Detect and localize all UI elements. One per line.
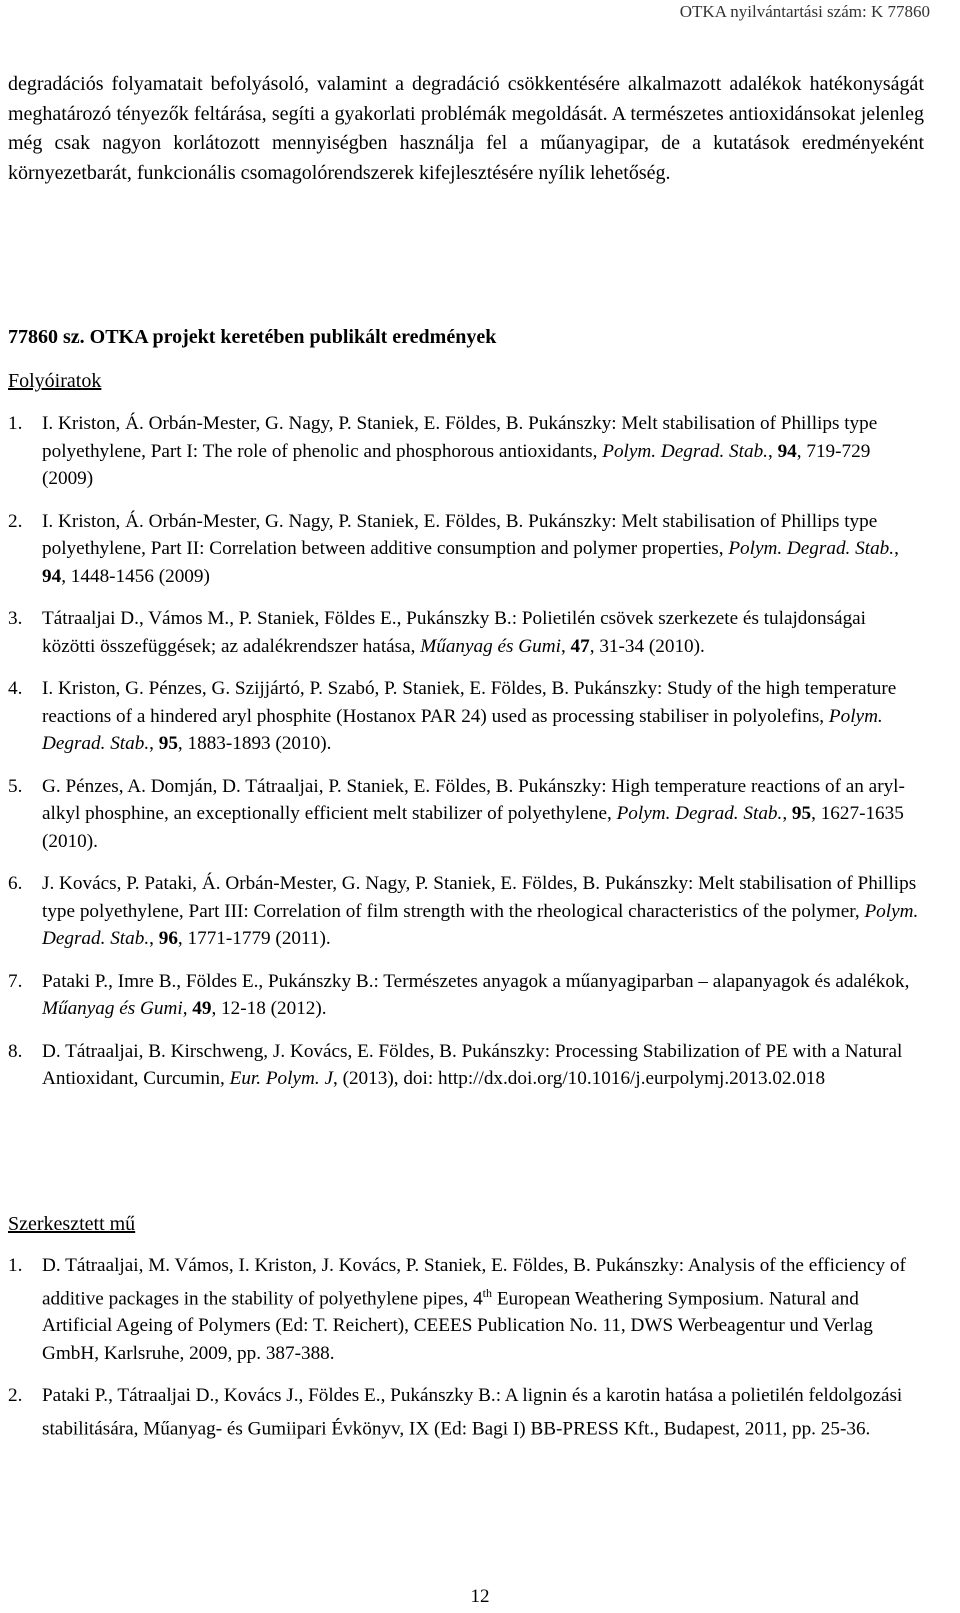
edited-item [8,1252,924,1367]
item-journal: Polym. Degrad. Stab. [42,705,883,754]
item-journal: Polym. Degrad. Stab. [728,538,895,559]
item-authors: I. Kriston, Á. Orbán-Mester, G. Nagy, P. Staniek, E. Földes, B. Pukánszky: [42,413,622,434]
item-pages-year: , 1771-1779 (2011). [177,928,331,949]
item-journal: Műanyag és Gumi [420,635,561,657]
item-text: Pataki P., Tátraaljai D., Kovács J., Földes E., Pukánszky B.: A lignin és a karotin hatása a polietilén feldolgozási stabilitására, Műanyag- és Gumiipari Évkönyv, IX (Ed: Bagi I) BB-PRESS Kft., Budapest, 2011, pp. 25-36. [42,1385,903,1440]
item-title: High temperature reactions of an aryl-alkyl phosphine, an exceptionally efficient melt stabilizer of polyethylene, [42,775,905,824]
item-volume: 47 [570,635,590,657]
item-authors: J. Kovács, P. Pataki, Á. Orbán-Mester, G. Nagy, P. Staniek, E. Földes, B. Pukánszky: [42,873,699,894]
item-number: 6. [8,873,23,894]
item-number: 2. [8,1385,23,1407]
item-pages-year: , 12-18 (2012). [211,998,327,1019]
item-title: Melt stabilisation of Phillips type polyethylene, Part I: The role of phenolic and phosphorous antioxidants, [42,413,878,462]
item-volume: 96 [158,928,178,949]
item-separator: , [767,440,778,462]
item-number: 5. [8,775,23,797]
section-title: 77860 sz. OTKA projekt keretében publikált eredmények [8,326,497,348]
item-pages-year: , 31-34 (2010). [589,635,705,657]
edited-works-heading: Szerkesztett mű [8,1213,136,1235]
journal-publication-list [8,410,924,1108]
journals-heading: Folyóiratok [8,370,102,392]
document-header-id: OTKA nyilvántartási szám: K 77860 [679,2,930,21]
item-separator: , [149,928,159,949]
journal-item [8,1038,924,1093]
item-separator: , [149,733,159,754]
journal-item [8,675,924,758]
item-authors: Pataki P., Imre B., Földes E., Pukánszky B.: [42,970,384,992]
item-authors: D. Tátraaljai, B. Kirschweng, J. Kovács, E. Földes, B. Pukánszky: [42,1040,555,1062]
page-number: 12 [470,1586,490,1607]
item-volume: 95 [791,803,812,824]
journal-item [8,410,924,493]
item-number: 4. [8,678,23,699]
item-title: Polietilén csövek szerkezete és tulajdonságai közötti összefüggések; az adalékrendszer hatása, [42,608,867,657]
item-journal: Műanyag és Gumi [42,998,183,1019]
item-number: 2. [8,510,23,532]
item-number: 7. [8,970,23,992]
edited-works-list [8,1252,924,1458]
item-journal: Polym. Degrad. Stab. [616,803,783,824]
item-volume: 94 [42,565,62,587]
item-title: Study of the high temperature reactions of a hindered aryl phosphite (Hostanox PAR 24) used as processing stabiliser in polyolefins, [42,678,897,727]
item-title: Processing Stabilization of PE with a Natural Antioxidant, Curcumin, [42,1040,903,1089]
item-volume: 94 [777,440,797,462]
item-separator: , [782,803,792,824]
journal-item [8,508,924,591]
edited-item [8,1382,924,1442]
item-journal: Polym. Degrad. Stab. [602,440,768,462]
item-number: 1. [8,413,23,434]
item-title: Melt stabilisation of Phillips type polyethylene, Part II: Correlation between additive consumption and polymer properties, [42,510,878,559]
item-pages-year: , 1627-1635 (2010). [42,803,904,852]
item-pages-year: , 1448-1456 (2009) [61,565,210,587]
journal-item [8,870,924,953]
item-volume: 95 [158,733,178,754]
journal-item [8,605,924,660]
item-authors: I. Kriston, G. Pénzes, G. Szijjártó, P. Szabó, P. Staniek, E. Földes, B. Pukánszky: [42,678,668,699]
item-text-continued: European Weathering Symposium. Natural and Artificial Ageing of Polymers (Ed: T. Reichert), CEEES Publication No. 11, DWS Werbeagentur und Verlag GmbH, Karlsruhe, 2009, pp. 387-388. [42,1287,873,1364]
item-journal: Eur. Polym. J [229,1068,333,1089]
item-number: 8. [8,1040,23,1062]
item-superscript: th [482,1285,493,1300]
item-separator: , [182,998,193,1019]
intro-paragraph: degradációs folyamatait befolyásoló, valamint a degradáció csökkentésére alkalmazott adalékok hatékonyságát meghatározó tényezők feltárása, segíti a gyakorlati problémák megoldását. A természetes antioxidánsokat jelenleg még csak nagyon korlátozott mennyiségben használja fel a műanyagipar, de a kutatások eredményeként környezetbarát, funkcionális csomagolórendszerek kifejlesztésére nyílik lehetőség. [8,73,924,184]
item-pages-year: , 1883-1893 (2010). [177,733,332,754]
journal-item [8,968,924,1023]
item-separator: , [332,1068,343,1089]
item-separator: , [894,538,899,559]
item-number: 1. [8,1255,23,1276]
item-separator: , [560,635,571,657]
item-authors: Tátraaljai D., Vámos M., P. Staniek, Földes E., Pukánszky B.: [42,608,522,629]
item-volume: 49 [192,998,212,1019]
journal-item [8,773,924,856]
item-title: Természetes anyagok a műanyagiparban – alapanyagok és adalékok, [383,970,910,992]
item-title: Melt stabilisation of Phillips type polyethylene, Part III: Correlation of film strength with the rheological characteristics of the polymer, [42,873,917,922]
item-authors: G. Pénzes, A. Domján, D. Tátraaljai, P. Staniek, E. Földes, B. Pukánszky: [42,775,612,797]
item-number: 3. [8,608,23,629]
item-authors: I. Kriston, Á. Orbán-Mester, G. Nagy, P. Staniek, E. Földes, B. Pukánszky: [42,510,622,532]
item-pages-year: (2013), doi: http://dx.doi.org/10.1016/j.eurpolymj.2013.02.018 [342,1068,826,1089]
item-journal: Polym. Degrad. Stab. [42,900,919,949]
item-pages-year: , 719-729 (2009) [42,440,871,489]
item-text: D. Tátraaljai, M. Vámos, I. Kriston, J. Kovács, P. Staniek, E. Földes, B. Pukánszky: Analysis of the efficiency of additive packages in the stability of polyethylene pipes, 4 [42,1255,906,1309]
